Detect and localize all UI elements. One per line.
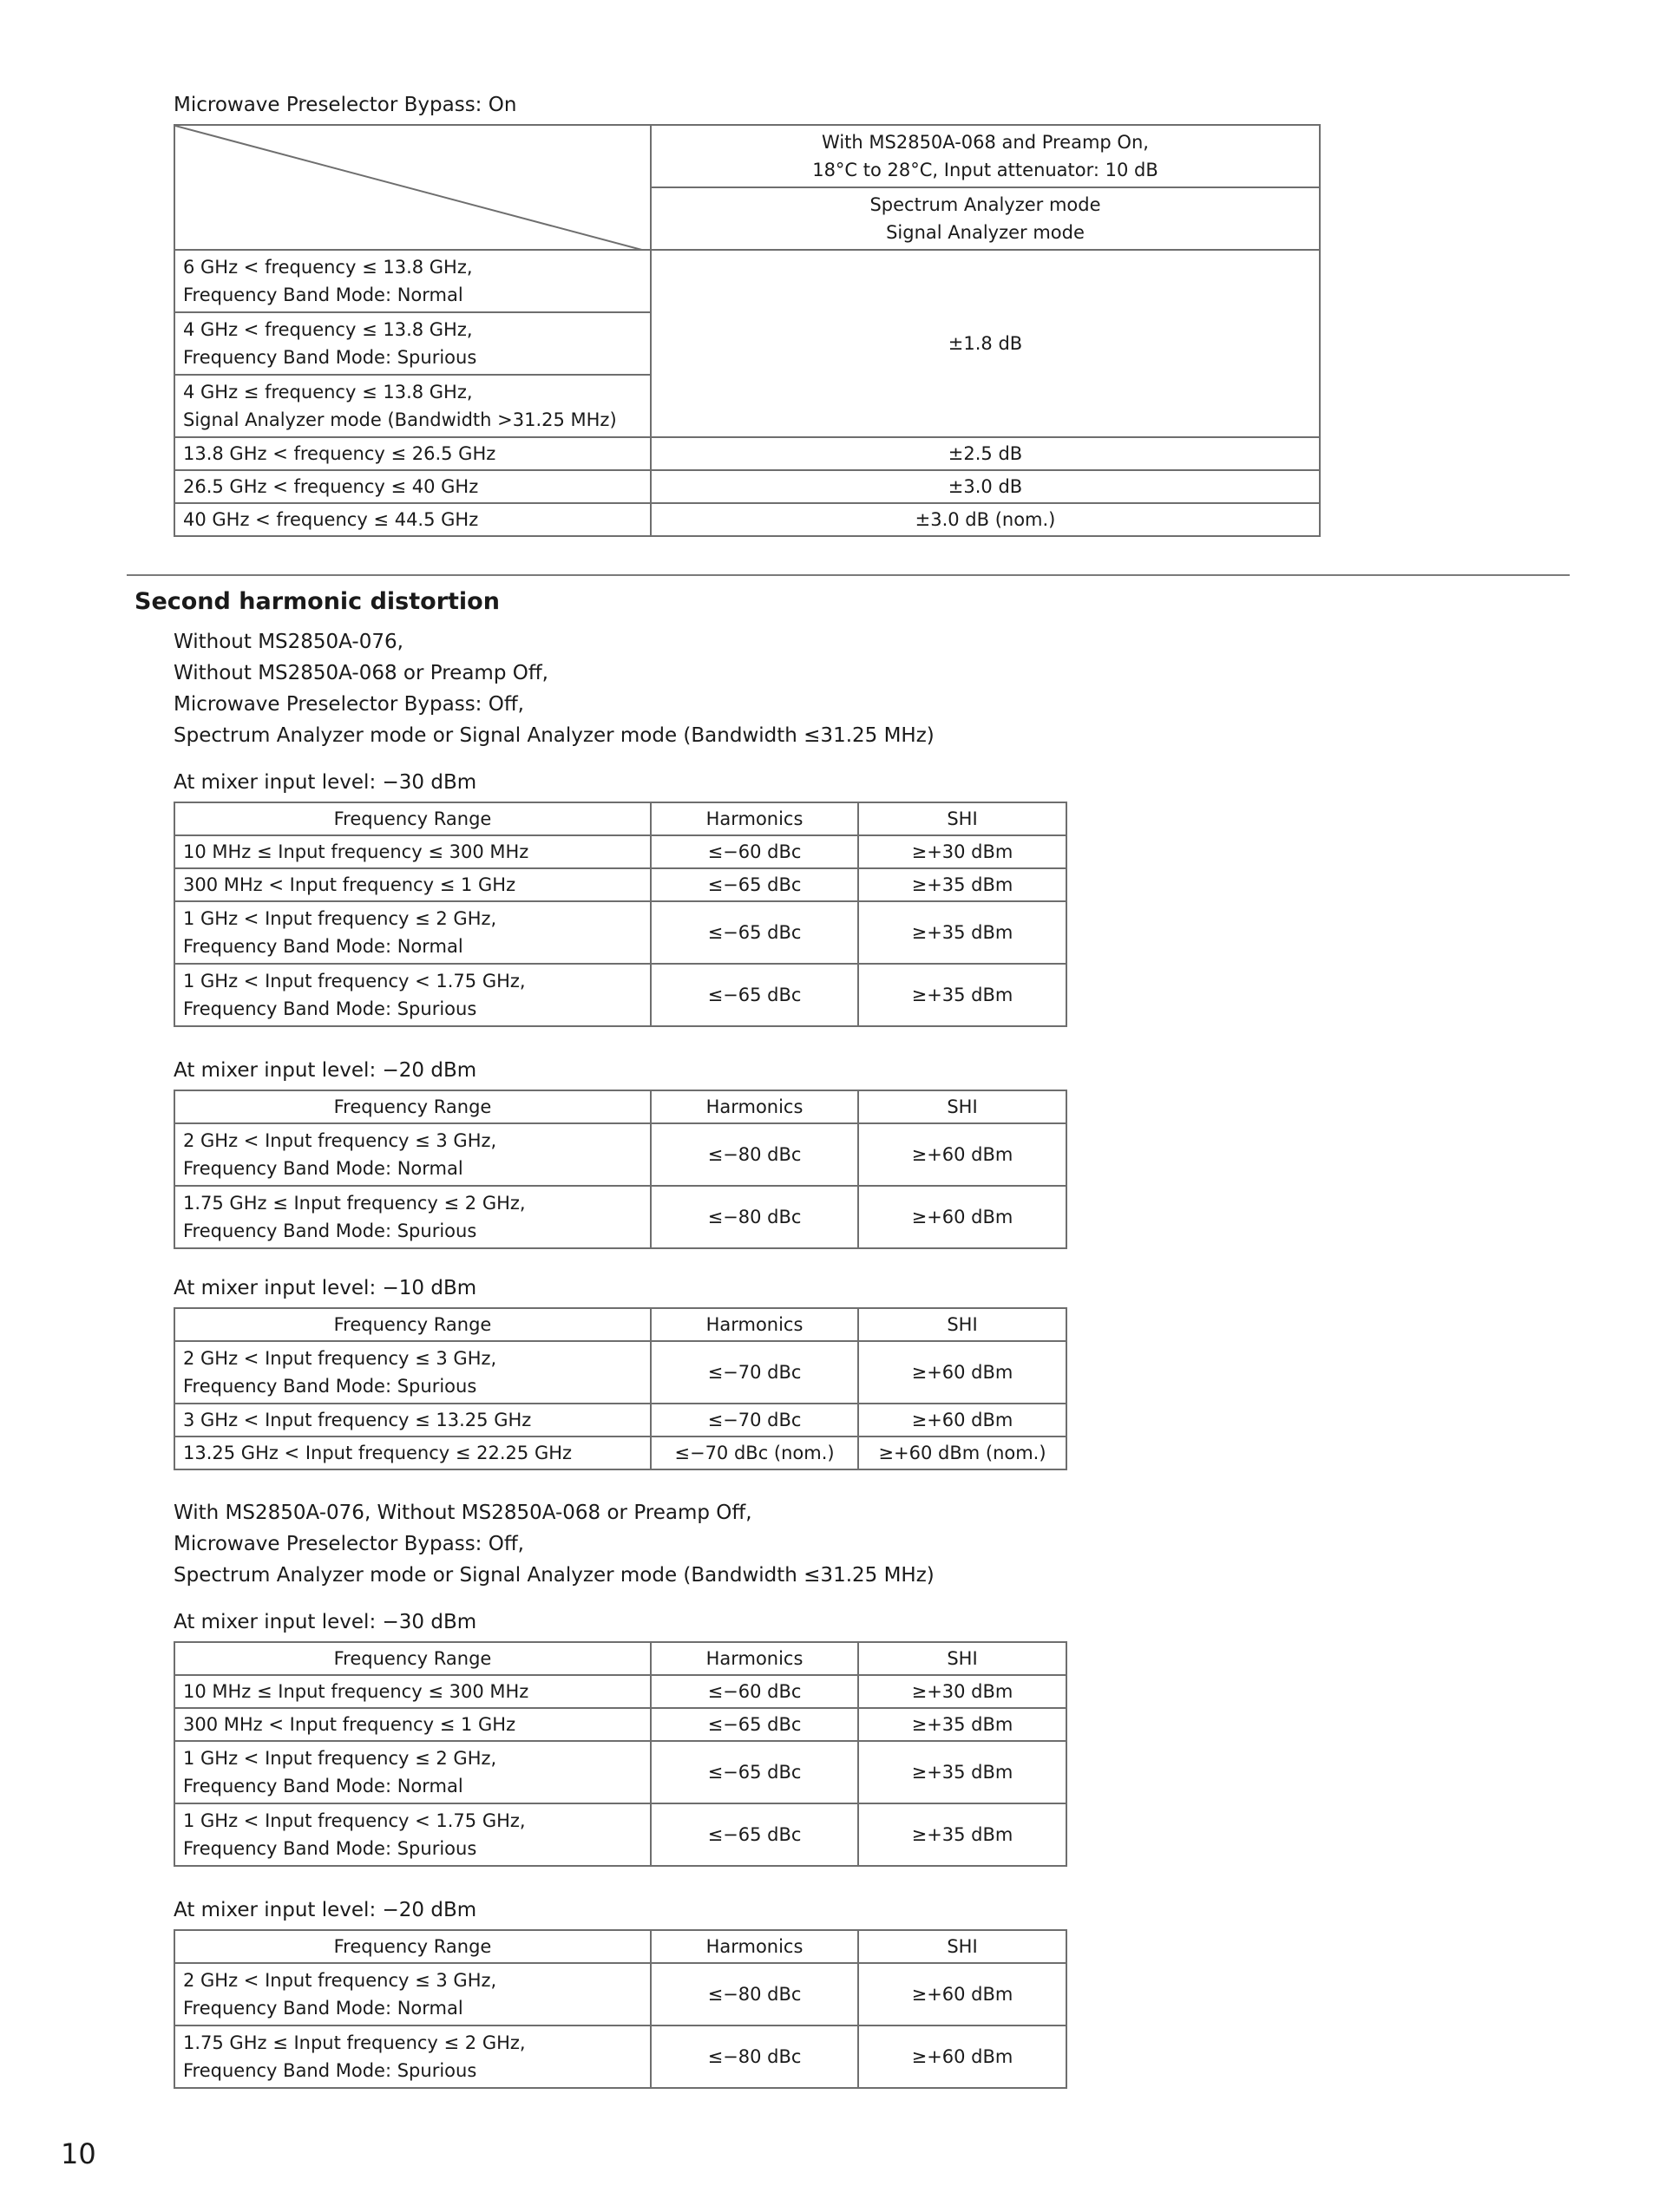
header-frequency-range: Frequency Range: [174, 1308, 651, 1341]
header-frequency-range: Frequency Range: [174, 1090, 651, 1123]
table-row: 1.75 GHz ≤ Input frequency ≤ 2 GHz, Frequency Band Mode: Spurious ≤−80 dBc ≥+60 dBm: [174, 2025, 1066, 2088]
table-row: 1 GHz < Input frequency < 1.75 GHz, Frequency Band Mode: Spurious ≤−65 dBc ≥+35 dBm: [174, 964, 1066, 1026]
page-number: 10: [61, 2137, 96, 2170]
table-row-label: 6 GHz < frequency ≤ 13.8 GHz, Frequency Band Mode: Normal: [174, 250, 651, 312]
header-frequency-range: Frequency Range: [174, 802, 651, 835]
harmonics-table-076-30dbm: [174, 1641, 1067, 1867]
table-label: At mixer input level: −20 dBm: [174, 1059, 477, 1082]
table-row: 300 MHz < Input frequency ≤ 1 GHz ≤−65 dBc ≥+35 dBm: [174, 868, 1066, 901]
header-harmonics: Harmonics: [651, 1308, 858, 1341]
value-cell: ±3.0 dB (nom.): [651, 503, 1320, 536]
top-condition: Microwave Preselector Bypass: On: [174, 94, 517, 116]
harmonics-table-10dbm: [174, 1307, 1067, 1470]
header-harmonics: Harmonics: [651, 1090, 858, 1123]
table-row-label: 13.8 GHz < frequency ≤ 26.5 GHz: [174, 437, 651, 470]
table-row-label: 40 GHz < frequency ≤ 44.5 GHz: [174, 503, 651, 536]
diagonal-line: [175, 126, 651, 250]
table-label: At mixer input level: −20 dBm: [174, 1899, 477, 1921]
section-divider: [127, 574, 1570, 576]
table-row: 13.25 GHz < Input frequency ≤ 22.25 GHz ≤−70 dBc (nom.) ≥+60 dBm (nom.): [174, 1436, 1066, 1469]
table-row: 3 GHz < Input frequency ≤ 13.25 GHz ≤−70 dBc ≥+60 dBm: [174, 1404, 1066, 1436]
table-row: 300 MHz < Input frequency ≤ 1 GHz ≤−65 dBc ≥+35 dBm: [174, 1708, 1066, 1741]
table-row-label: 26.5 GHz < frequency ≤ 40 GHz: [174, 470, 651, 503]
value-cell: ±2.5 dB: [651, 437, 1320, 470]
header-harmonics: Harmonics: [651, 802, 858, 835]
header-shi: SHI: [858, 1090, 1066, 1123]
value-cell: ±3.0 dB: [651, 470, 1320, 503]
header-harmonics: Harmonics: [651, 1930, 858, 1963]
header-harmonics: Harmonics: [651, 1642, 858, 1675]
header-shi: SHI: [858, 802, 1066, 835]
header-mode: Spectrum Analyzer mode Signal Analyzer mode: [651, 187, 1320, 250]
intro-block-2: With MS2850A-076, Without MS2850A-068 or Preamp Off, Microwave Preselector Bypass: Off, Spectrum Analyzer mode or Signal Analyzer mode (Bandwidth ≤31.25 MHz): [174, 1502, 935, 1587]
harmonics-table-20dbm: [174, 1090, 1067, 1249]
header-shi: SHI: [858, 1930, 1066, 1963]
header-condition: With MS2850A-068 and Preamp On, 18°C to 28°C, Input attenuator: 10 dB: [651, 125, 1320, 187]
harmonics-table-30dbm: [174, 802, 1067, 1027]
header-frequency-range: Frequency Range: [174, 1930, 651, 1963]
header-frequency-range: Frequency Range: [174, 1642, 651, 1675]
preselector-bypass-on-table: [174, 124, 1321, 537]
section-title: Second harmonic distortion: [134, 588, 500, 615]
merged-value-cell: ±1.8 dB: [651, 250, 1320, 437]
table-row: 1 GHz < Input frequency ≤ 2 GHz, Frequency Band Mode: Normal ≤−65 dBc ≥+35 dBm: [174, 901, 1066, 964]
table-label: At mixer input level: −10 dBm: [174, 1277, 477, 1299]
table-row: 10 MHz ≤ Input frequency ≤ 300 MHz ≤−60 dBc ≥+30 dBm: [174, 835, 1066, 868]
harmonics-table-076-20dbm: [174, 1929, 1067, 2089]
table-row-label: 4 GHz ≤ frequency ≤ 13.8 GHz, Signal Analyzer mode (Bandwidth >31.25 MHz): [174, 375, 651, 437]
table-label: At mixer input level: −30 dBm: [174, 771, 477, 794]
table-row: 2 GHz < Input frequency ≤ 3 GHz, Frequency Band Mode: Normal ≤−80 dBc ≥+60 dBm: [174, 1123, 1066, 1186]
table-row: 1 GHz < Input frequency < 1.75 GHz, Frequency Band Mode: Spurious ≤−65 dBc ≥+35 dBm: [174, 1803, 1066, 1866]
table-row: 10 MHz ≤ Input frequency ≤ 300 MHz ≤−60 dBc ≥+30 dBm: [174, 1675, 1066, 1708]
table-label: At mixer input level: −30 dBm: [174, 1611, 477, 1633]
table-row: 1 GHz < Input frequency ≤ 2 GHz, Frequency Band Mode: Normal ≤−65 dBc ≥+35 dBm: [174, 1741, 1066, 1803]
table-row: 2 GHz < Input frequency ≤ 3 GHz, Frequency Band Mode: Spurious ≤−70 dBc ≥+60 dBm: [174, 1341, 1066, 1404]
diagonal-header-cell: [174, 125, 651, 250]
header-shi: SHI: [858, 1642, 1066, 1675]
table-row: 2 GHz < Input frequency ≤ 3 GHz, Frequency Band Mode: Normal ≤−80 dBc ≥+60 dBm: [174, 1963, 1066, 2025]
table-row-label: 4 GHz < frequency ≤ 13.8 GHz, Frequency Band Mode: Spurious: [174, 312, 651, 375]
intro-block-1: Without MS2850A-076, Without MS2850A-068 or Preamp Off, Microwave Preselector Bypass: Off, Spectrum Analyzer mode or Signal Analyzer mode (Bandwidth ≤31.25 MHz): [174, 631, 935, 747]
header-shi: SHI: [858, 1308, 1066, 1341]
table-row: 1.75 GHz ≤ Input frequency ≤ 2 GHz, Frequency Band Mode: Spurious ≤−80 dBc ≥+60 dBm: [174, 1186, 1066, 1248]
